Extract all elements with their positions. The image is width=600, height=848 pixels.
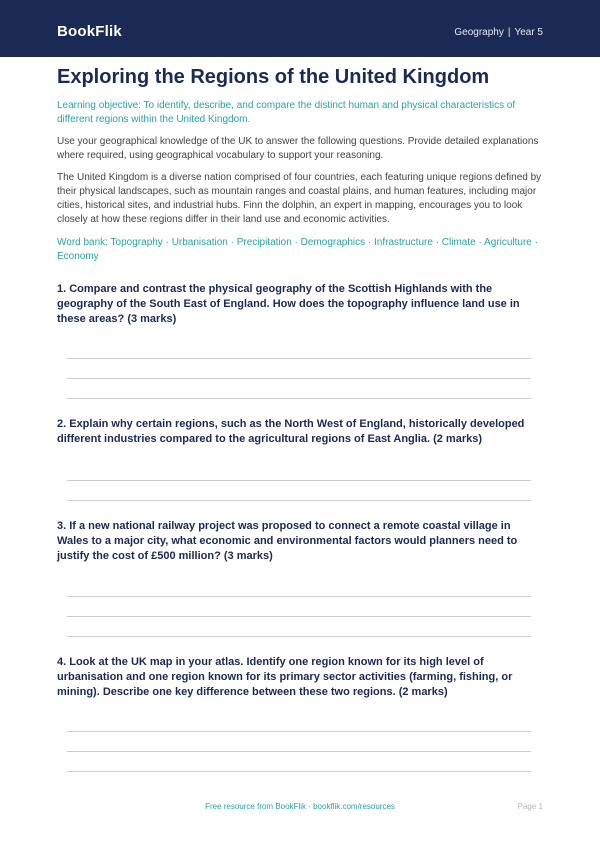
page-number: Page 1 [517,802,543,811]
year-label: Year 5 [514,27,543,38]
subject-year-label [454,26,543,40]
answer-line[interactable] [67,636,531,637]
answer-line[interactable] [67,616,531,617]
answer-line[interactable] [67,398,531,399]
answer-line[interactable] [67,378,531,379]
answer-line[interactable] [67,771,531,772]
question-3: 3. If a new national railway project was proposed to connect a remote coastal village in Wales to a major city, what economic and environmental factors would planners need to justify the cost of £500 million? (3 marks) [57,520,518,562]
page-header [0,0,600,57]
page-footer [0,801,600,815]
separator: | [507,27,511,38]
intro-paragraph: Use your geographical knowledge of the UK to answer the following questions. Provide detailed explanations where required, using geographical vocabulary to support your reasoning. [57,136,539,161]
answer-line[interactable] [67,500,531,501]
brand-logo: BookFlik [57,23,122,40]
question-2: 2. Explain why certain regions, such as the North West of England, historically developed different industries compared to the agricultural regions of East Anglia. (2 marks) [57,418,525,445]
answer-line[interactable] [67,596,531,597]
question-4: 4. Look at the UK map in your atlas. Identify one region known for its high level of urbanisation and one region known for its primary sector activities (farming, fishing, or mining). Describe one key difference between these two regions. (2 marks) [57,656,513,698]
footer-resource-link[interactable]: Free resource from BookFlik · bookflik.com/resources [205,802,395,811]
question-1: 1. Compare and contrast the physical geography of the Scottish Highlands with the geography of the South East of England. How does the topography influence land use in these areas? (3 marks) [57,283,520,325]
answer-line[interactable] [67,358,531,359]
context-paragraph: The United Kingdom is a diverse nation comprised of four countries, each featuring unique regions defined by their physical landscapes, such as mountain ranges and coastal plains, and human features, including major cities, historical sites, and industrial hubs. Finn the dolphin, an expert in mapping, encourages you to look closely at how these regions differ in their land use and economic activities. [57,172,542,225]
learning-objective: Learning objective: To identify, describe, and compare the distinct human and physical characteristics of different regions within the United Kingdom. [57,100,516,125]
word-bank: Word bank: Topography · Urbanisation · Precipitation · Demographics · Infrastructure · Climate · Agriculture · Economy [57,237,538,262]
subject-label: Geography [454,27,504,38]
page-title: Exploring the Regions of the United Kingdom [57,66,490,88]
answer-line[interactable] [67,751,531,752]
answer-line[interactable] [67,480,531,481]
answer-line[interactable] [67,731,531,732]
